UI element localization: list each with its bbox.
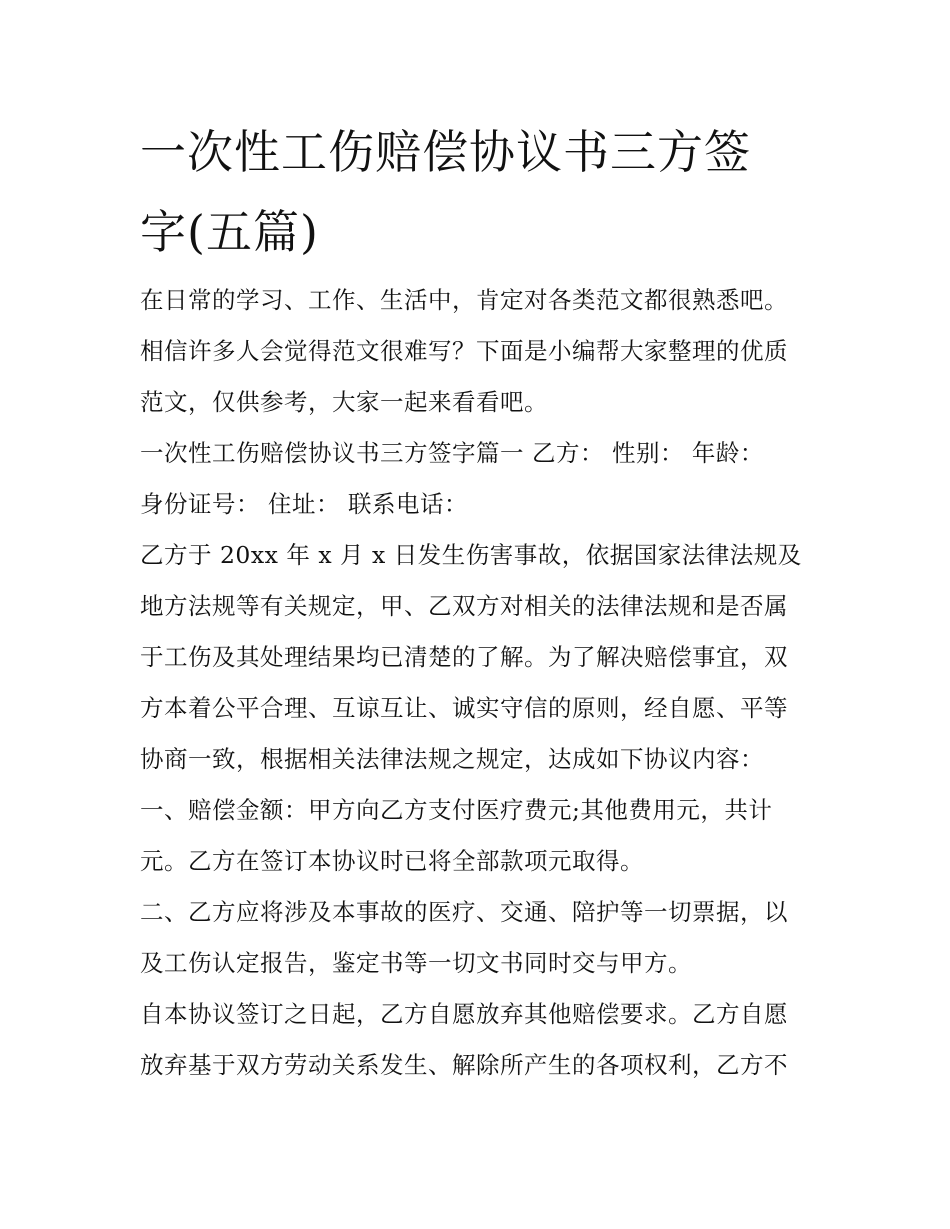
- body-line: 相信许多人会觉得范文很难写？下面是小编帮大家整理的优质: [140, 337, 788, 365]
- body-line: 元。乙方在签订本协议时已将全部款项元取得。: [140, 847, 644, 875]
- body-line: 自本协议签订之日起，乙方自愿放弃其他赔偿要求。乙方自愿: [140, 1000, 788, 1028]
- body-line: 乙方于 20xx 年 x 月 x 日发生伤害事故，依据国家法律法规及: [140, 541, 802, 569]
- body-line: 于工伤及其处理结果均已清楚的了解。为了解决赔偿事宜，双: [140, 643, 788, 671]
- body-line: 协商一致，根据相关法律法规之规定，达成如下协议内容：: [140, 745, 764, 773]
- body-line: 方本着公平合理、互谅互让、诚实守信的原则，经自愿、平等: [140, 694, 788, 722]
- body-line: 一、赔偿金额：甲方向乙方支付医疗费元;其他费用元，共计: [140, 796, 773, 824]
- document-title: [140, 112, 820, 272]
- body-line: 地方法规等有关规定，甲、乙双方对相关的法律法规和是否属: [140, 592, 788, 620]
- body-line: 二、乙方应将涉及本事故的医疗、交通、陪护等一切票据，以: [140, 898, 788, 926]
- title-line: 字(五篇): [140, 205, 319, 259]
- document-body: [140, 281, 815, 1097]
- body-line: 一次性工伤赔偿协议书三方签字篇一 乙方： 性别： 年龄：: [140, 439, 764, 467]
- body-line: 及工伤认定报告，鉴定书等一切文书同时交与甲方。: [140, 949, 692, 977]
- title-line: 一次性工伤赔偿协议书三方签: [140, 125, 751, 179]
- body-line: 身份证号： 住址： 联系电话：: [140, 490, 468, 518]
- body-line: 在日常的学习、工作、生活中，肯定对各类范文都很熟悉吧。: [140, 286, 788, 314]
- body-line: 范文，仅供参考，大家一起来看看吧。: [140, 388, 548, 416]
- body-line: 放弃基于双方劳动关系发生、解除所产生的各项权利，乙方不: [140, 1051, 788, 1079]
